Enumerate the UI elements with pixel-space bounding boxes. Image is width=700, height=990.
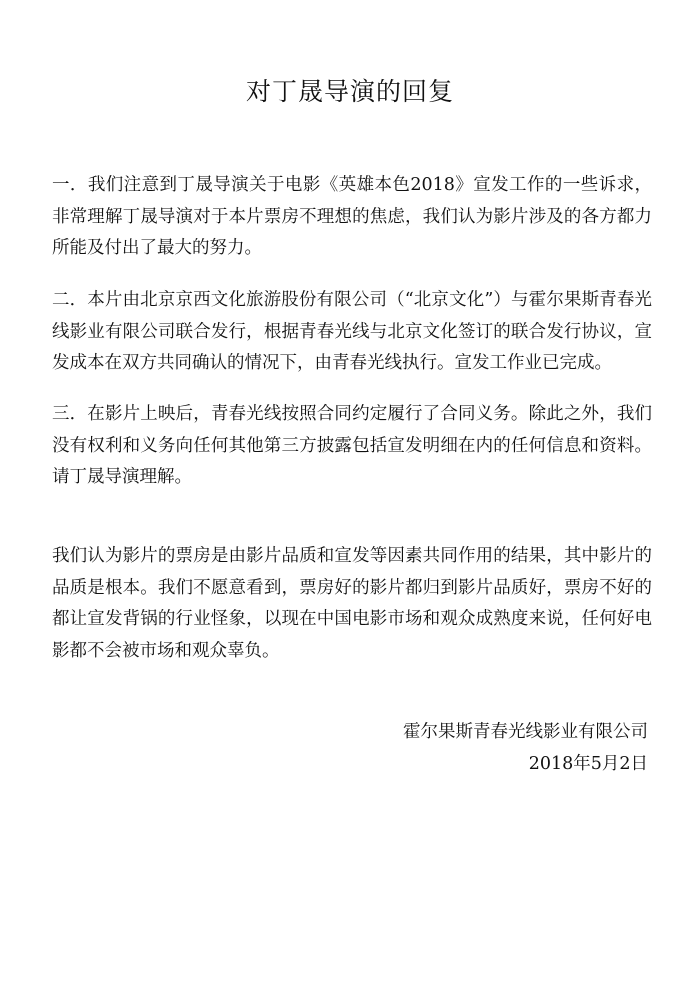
paragraph-4: 我们认为影片的票房是由影片品质和宣发等因素共同作用的结果，其中影片的品质是根本。我们不愿意看到，票房好的影片都归到影片品质好，票房不好的都让宣发背锅的行业怪象，以现在中国电影市场和观众成熟度来说，任何好电影都不会被市场和观众辜负。 (52, 546, 652, 661)
signature-date: 2018年5月2日 (528, 753, 648, 774)
signature-block (403, 717, 648, 780)
signature-company: 霍尔果斯青春光线影业有限公司 (403, 722, 648, 742)
paragraph-1: 一．我们注意到丁晟导演关于电影《英雄本色2018》宣发工作的一些诉求，非常理解丁晟导演对于本片票房不理想的焦虑，我们认为影片涉及的各方都力所能及付出了最大的努力。 (52, 175, 652, 258)
document-title: 对丁晟导演的回复 (245, 77, 454, 106)
paragraph-2: 二．本片由北京京西文化旅游股份有限公司（“北京文化”）与霍尔果斯青春光线影业有限公司联合发行，根据青春光线与北京文化签订的联合发行协议，宣发成本在双方共同确认的情况下，由青春光线执行。宣发工作业已完成。 (52, 290, 652, 373)
paragraph-3: 三．在影片上映后，青春光线按照合同约定履行了合同义务。除此之外，我们没有权利和义务向任何其他第三方披露包括宣发明细在内的任何信息和资料。请丁晟导演理解。 (52, 404, 652, 487)
